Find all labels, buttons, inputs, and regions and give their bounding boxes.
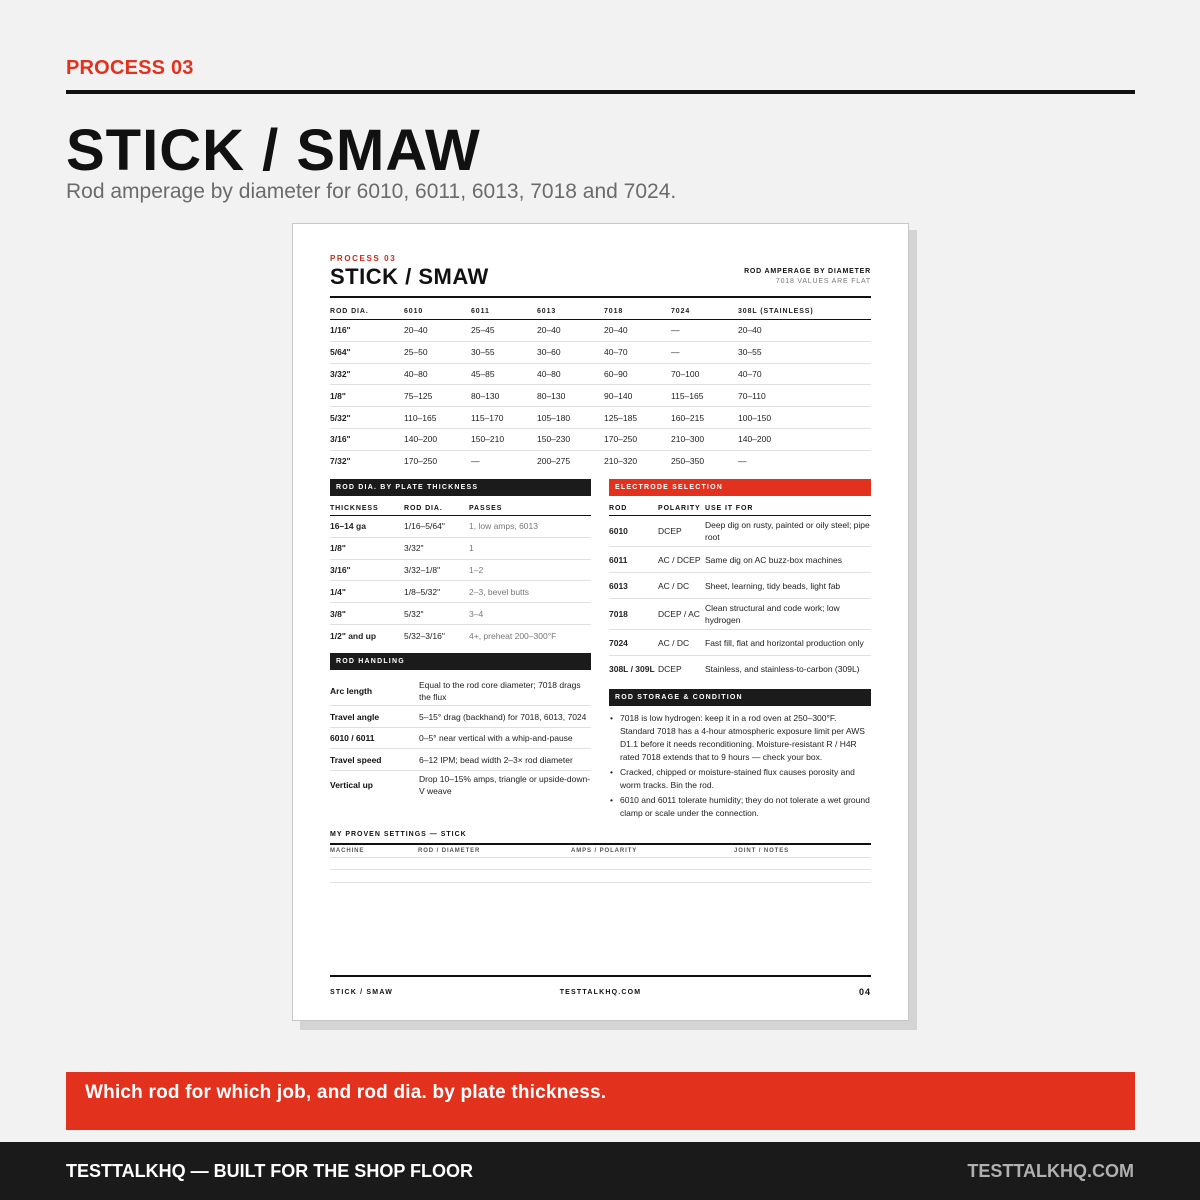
plate-cell: 1 <box>469 537 591 559</box>
electrode-column-header: ROD <box>609 496 658 516</box>
reference-sheet <box>292 223 909 1021</box>
amperage-column-header: 308L (STAINLESS) <box>738 298 871 320</box>
left-column <box>330 479 591 799</box>
electrode-row <box>609 599 871 630</box>
electrode-cell: Fast fill, flat and horizontal production only <box>705 630 871 656</box>
amperage-column-header: ROD DIA. <box>330 298 404 320</box>
amperage-cell: 250–350 <box>671 456 705 467</box>
handling-row <box>330 749 591 771</box>
electrode-cell: 7018 <box>609 599 658 630</box>
amperage-cell: — <box>671 341 738 363</box>
amperage-cell: 170–250 <box>604 428 671 450</box>
handling-value: 0–5° near vertical with a whip-and-pause <box>419 733 573 744</box>
amperage-cell: 125–185 <box>604 407 671 429</box>
electrode-cell: 308L / 309L <box>609 663 655 674</box>
plate-row <box>330 625 591 647</box>
process-kicker: PROCESS 03 <box>66 57 194 79</box>
electrode-cell: DCEP / AC <box>658 599 705 630</box>
sheet-footer <box>330 975 871 1005</box>
footer-url: TESTTALKHQ.COM <box>967 1161 1134 1181</box>
plate-cell: 1/8" <box>330 537 404 559</box>
electrode-cell: AC / DCEP <box>658 547 705 573</box>
amperage-cell: 25–50 <box>404 341 471 363</box>
electrode-column-header: POLARITY <box>658 496 705 516</box>
amperage-row <box>330 320 871 342</box>
plate-table <box>330 496 591 646</box>
plate-cell: 3/16" <box>330 559 404 581</box>
electrode-row <box>609 630 871 656</box>
handling-row <box>330 771 591 799</box>
electrode-row <box>609 547 871 573</box>
handling-value: Equal to the rod core diameter; 7018 drags the flux <box>419 680 581 703</box>
plate-section-title: ROD DIA. BY PLATE THICKNESS <box>330 479 591 496</box>
amperage-cell: 140–200 <box>738 428 871 450</box>
header-rule <box>66 90 1135 94</box>
amperage-column-header: 6011 <box>471 298 537 320</box>
amperage-cell: 7/32" <box>330 456 351 467</box>
electrode-cell: AC / DC <box>658 573 705 599</box>
right-column <box>609 479 871 822</box>
amperage-cell: 5/64" <box>330 341 404 363</box>
amperage-cell: 60–90 <box>604 363 671 385</box>
handling-key: 6010 / 6011 <box>330 733 375 744</box>
storage-item: • Cracked, chipped or moisture-stained flux causes porosity and worm tracks. Bin the rod. <box>620 766 871 792</box>
plate-column-header: THICKNESS <box>330 496 404 516</box>
amperage-cell: 110–165 <box>404 407 471 429</box>
amperage-cell: 1/16" <box>330 320 404 342</box>
amperage-cell: 210–300 <box>671 428 738 450</box>
amperage-cell: 210–320 <box>604 456 638 467</box>
plate-cell: 5/32" <box>404 603 469 625</box>
amperage-cell: 30–55 <box>471 341 537 363</box>
amperage-cell: 40–80 <box>404 363 471 385</box>
amperage-cell: 80–130 <box>471 385 537 407</box>
handling-key: Travel speed <box>330 754 382 765</box>
amperage-cell: 20–40 <box>404 320 471 342</box>
electrode-section-title: ELECTRODE SELECTION <box>609 479 871 496</box>
sheet-page-number: 04 <box>858 987 871 997</box>
plate-body <box>330 516 591 647</box>
amperage-cell: 100–150 <box>738 407 871 429</box>
sheet-content <box>330 254 871 883</box>
sheet-footer-center: TESTTALKHQ.COM <box>559 989 642 996</box>
amperage-cell: 40–70 <box>738 363 871 385</box>
amperage-cell: 30–60 <box>537 341 604 363</box>
sheet-kicker: PROCESS 03 <box>330 254 397 263</box>
callout-banner <box>66 1072 1135 1130</box>
amperage-cell: 40–80 <box>537 363 604 385</box>
plate-cell: 3/32" <box>404 537 469 559</box>
electrode-cell: 6013 <box>609 573 658 599</box>
handling-value: 6–12 IPM; bead width 2–3× rod diameter <box>419 754 573 765</box>
sheet-header-right <box>744 268 871 285</box>
proven-settings-line <box>330 870 871 883</box>
plate-cell: 1/8–5/32" <box>404 581 469 603</box>
plate-cell: 3/32–1/8" <box>404 559 469 581</box>
handling-section <box>330 653 591 799</box>
plate-column-header: PASSES <box>469 496 591 516</box>
amperage-cell: 20–40 <box>738 320 871 342</box>
electrode-cell: DCEP <box>658 663 682 674</box>
electrode-cell: Deep dig on rusty, painted or oily steel; pipe root <box>705 516 871 547</box>
amperage-cell: — <box>671 320 738 342</box>
amperage-cell: — <box>471 456 480 467</box>
amperage-cell: 75–125 <box>404 385 471 407</box>
amperage-cell: 20–40 <box>537 320 604 342</box>
plate-header-row <box>330 496 591 516</box>
electrode-cell: AC / DC <box>658 630 705 656</box>
handling-row <box>330 706 591 728</box>
plate-cell: 5/32–3/16" <box>404 630 445 641</box>
amperage-cell: 70–100 <box>671 363 738 385</box>
plate-row <box>330 537 591 559</box>
electrode-column-header: USE IT FOR <box>705 496 871 516</box>
handling-row <box>330 677 591 706</box>
sheet-right-note: 7018 VALUES ARE FLAT <box>775 278 871 285</box>
handling-value: Drop 10–15% amps, triangle or upside-down-V weave <box>419 773 591 796</box>
plate-cell: 1/4" <box>330 581 404 603</box>
amperage-cell: 150–210 <box>471 428 537 450</box>
amperage-cell: 3/16" <box>330 428 404 450</box>
plate-row <box>330 603 591 625</box>
electrode-row <box>609 573 871 599</box>
proven-column-header: ROD / DIAMETER <box>418 847 481 854</box>
electrode-cell: Sheet, learning, tidy beads, light fab <box>705 573 871 599</box>
amperage-header-row <box>330 298 871 320</box>
sheet-title: STICK / SMAW <box>330 264 489 289</box>
plate-cell: 1–2 <box>469 559 591 581</box>
electrode-body <box>609 516 871 682</box>
plate-cell: 2–3, bevel butts <box>469 581 591 603</box>
electrode-header-row <box>609 496 871 516</box>
amperage-cell: 1/8" <box>330 385 404 407</box>
amperage-cell: 45–85 <box>471 363 537 385</box>
plate-cell: 16–14 ga <box>330 516 404 538</box>
plate-cell: 1/16–5/64" <box>404 516 469 538</box>
electrode-cell: Clean structural and code work; low hydrogen <box>705 599 871 630</box>
amperage-row <box>330 341 871 363</box>
storage-section <box>609 689 871 820</box>
handling-key: Vertical up <box>330 779 373 790</box>
amperage-column-header: 7018 <box>604 298 671 320</box>
amperage-cell: 105–180 <box>537 407 604 429</box>
amperage-column-header: 6010 <box>404 298 471 320</box>
footer-tagline: TESTTALKHQ — BUILT FOR THE SHOP FLOOR <box>66 1161 473 1181</box>
handling-value: 5–15° drag (backhand) for 7018, 6013, 7024 <box>419 711 587 722</box>
amperage-cell: 20–40 <box>604 320 671 342</box>
plate-row <box>330 559 591 581</box>
page-title: STICK / SMAW <box>66 118 481 183</box>
plate-cell: 3–4 <box>469 603 591 625</box>
electrode-cell: Stainless, and stainless-to-carbon (309L) <box>705 663 860 674</box>
callout-text: Which rod for which job, and rod dia. by plate thickness. <box>85 1082 607 1103</box>
electrode-row <box>609 516 871 547</box>
amperage-column-header: 7024 <box>671 298 738 320</box>
proven-settings-line <box>330 858 871 871</box>
electrode-cell: 7024 <box>609 630 658 656</box>
sheet-right-title: ROD AMPERAGE BY DIAMETER <box>744 268 871 275</box>
amperage-table <box>330 298 871 472</box>
amperage-cell: 200–275 <box>537 456 571 467</box>
amperage-cell: 90–140 <box>604 385 671 407</box>
plate-cell: 4+, preheat 200–300°F <box>469 630 557 641</box>
proven-settings-header <box>330 845 871 858</box>
electrode-row <box>609 656 871 682</box>
amperage-cell: 30–55 <box>738 341 871 363</box>
handling-row <box>330 728 591 750</box>
page-footer <box>0 1142 1200 1200</box>
storage-section-title: ROD STORAGE & CONDITION <box>609 689 871 706</box>
plate-column-header: ROD DIA. <box>404 496 469 516</box>
amperage-row <box>330 407 871 429</box>
handling-key: Travel angle <box>330 711 380 722</box>
two-column-section <box>330 479 871 829</box>
plate-row <box>330 516 591 538</box>
amperage-cell: 115–170 <box>471 407 537 429</box>
amperage-cell: 70–110 <box>738 385 871 407</box>
amperage-cell: 3/32" <box>330 363 404 385</box>
amperage-cell: 160–215 <box>671 407 738 429</box>
plate-cell: 1/2" and up <box>330 630 377 641</box>
electrode-cell: Same dig on AC buzz-box machines <box>705 547 871 573</box>
proven-settings-title: MY PROVEN SETTINGS — STICK <box>330 831 467 839</box>
amperage-row <box>330 363 871 385</box>
amperage-cell: 40–70 <box>604 341 671 363</box>
storage-list <box>609 712 871 820</box>
handling-section-title: ROD HANDLING <box>330 653 591 670</box>
electrode-cell: DCEP <box>658 516 705 547</box>
electrode-cell: 6011 <box>609 547 658 573</box>
amperage-cell: — <box>738 456 747 467</box>
storage-item: • 7018 is low hydrogen: keep it in a rod oven at 250–300°F. Standard 7018 has a 4-hour atmospheric exposure limit per AWS D1.1 before it needs reconditioning. Moisture-resistant R / H4R rated 7018 extends that to 9 hours — check your box. <box>620 712 871 764</box>
amperage-cell: 80–130 <box>537 385 604 407</box>
electrode-cell: 6010 <box>609 516 658 547</box>
plate-cell: 1, low amps, 6013 <box>469 516 591 538</box>
amperage-column-header: 6013 <box>537 298 604 320</box>
handling-list <box>330 677 591 799</box>
plate-row <box>330 581 591 603</box>
amperage-row <box>330 450 871 472</box>
proven-settings <box>330 831 871 883</box>
electrode-table <box>609 496 871 682</box>
amperage-cell: 25–45 <box>471 320 537 342</box>
proven-column-header: MACHINE <box>330 847 365 854</box>
amperage-body <box>330 320 871 473</box>
amperage-row <box>330 385 871 407</box>
proven-column-header: AMPS / POLARITY <box>571 847 638 854</box>
handling-key: Arc length <box>330 686 373 697</box>
page-subtitle: Rod amperage by diameter for 6010, 6011, 6013, 7018 and 7024. <box>66 180 677 203</box>
proven-column-header: JOINT / NOTES <box>734 847 790 854</box>
storage-item: • 6010 and 6011 tolerate humidity; they do not tolerate a wet ground clamp or scale under the connection. <box>620 794 871 820</box>
amperage-cell: 150–230 <box>537 428 604 450</box>
amperage-cell: 5/32" <box>330 407 404 429</box>
sheet-footer-left: STICK / SMAW <box>330 989 394 996</box>
plate-cell: 3/8" <box>330 603 404 625</box>
amperage-row <box>330 428 871 450</box>
amperage-cell: 140–200 <box>404 428 471 450</box>
amperage-cell: 170–250 <box>404 456 438 467</box>
amperage-cell: 115–165 <box>671 385 738 407</box>
